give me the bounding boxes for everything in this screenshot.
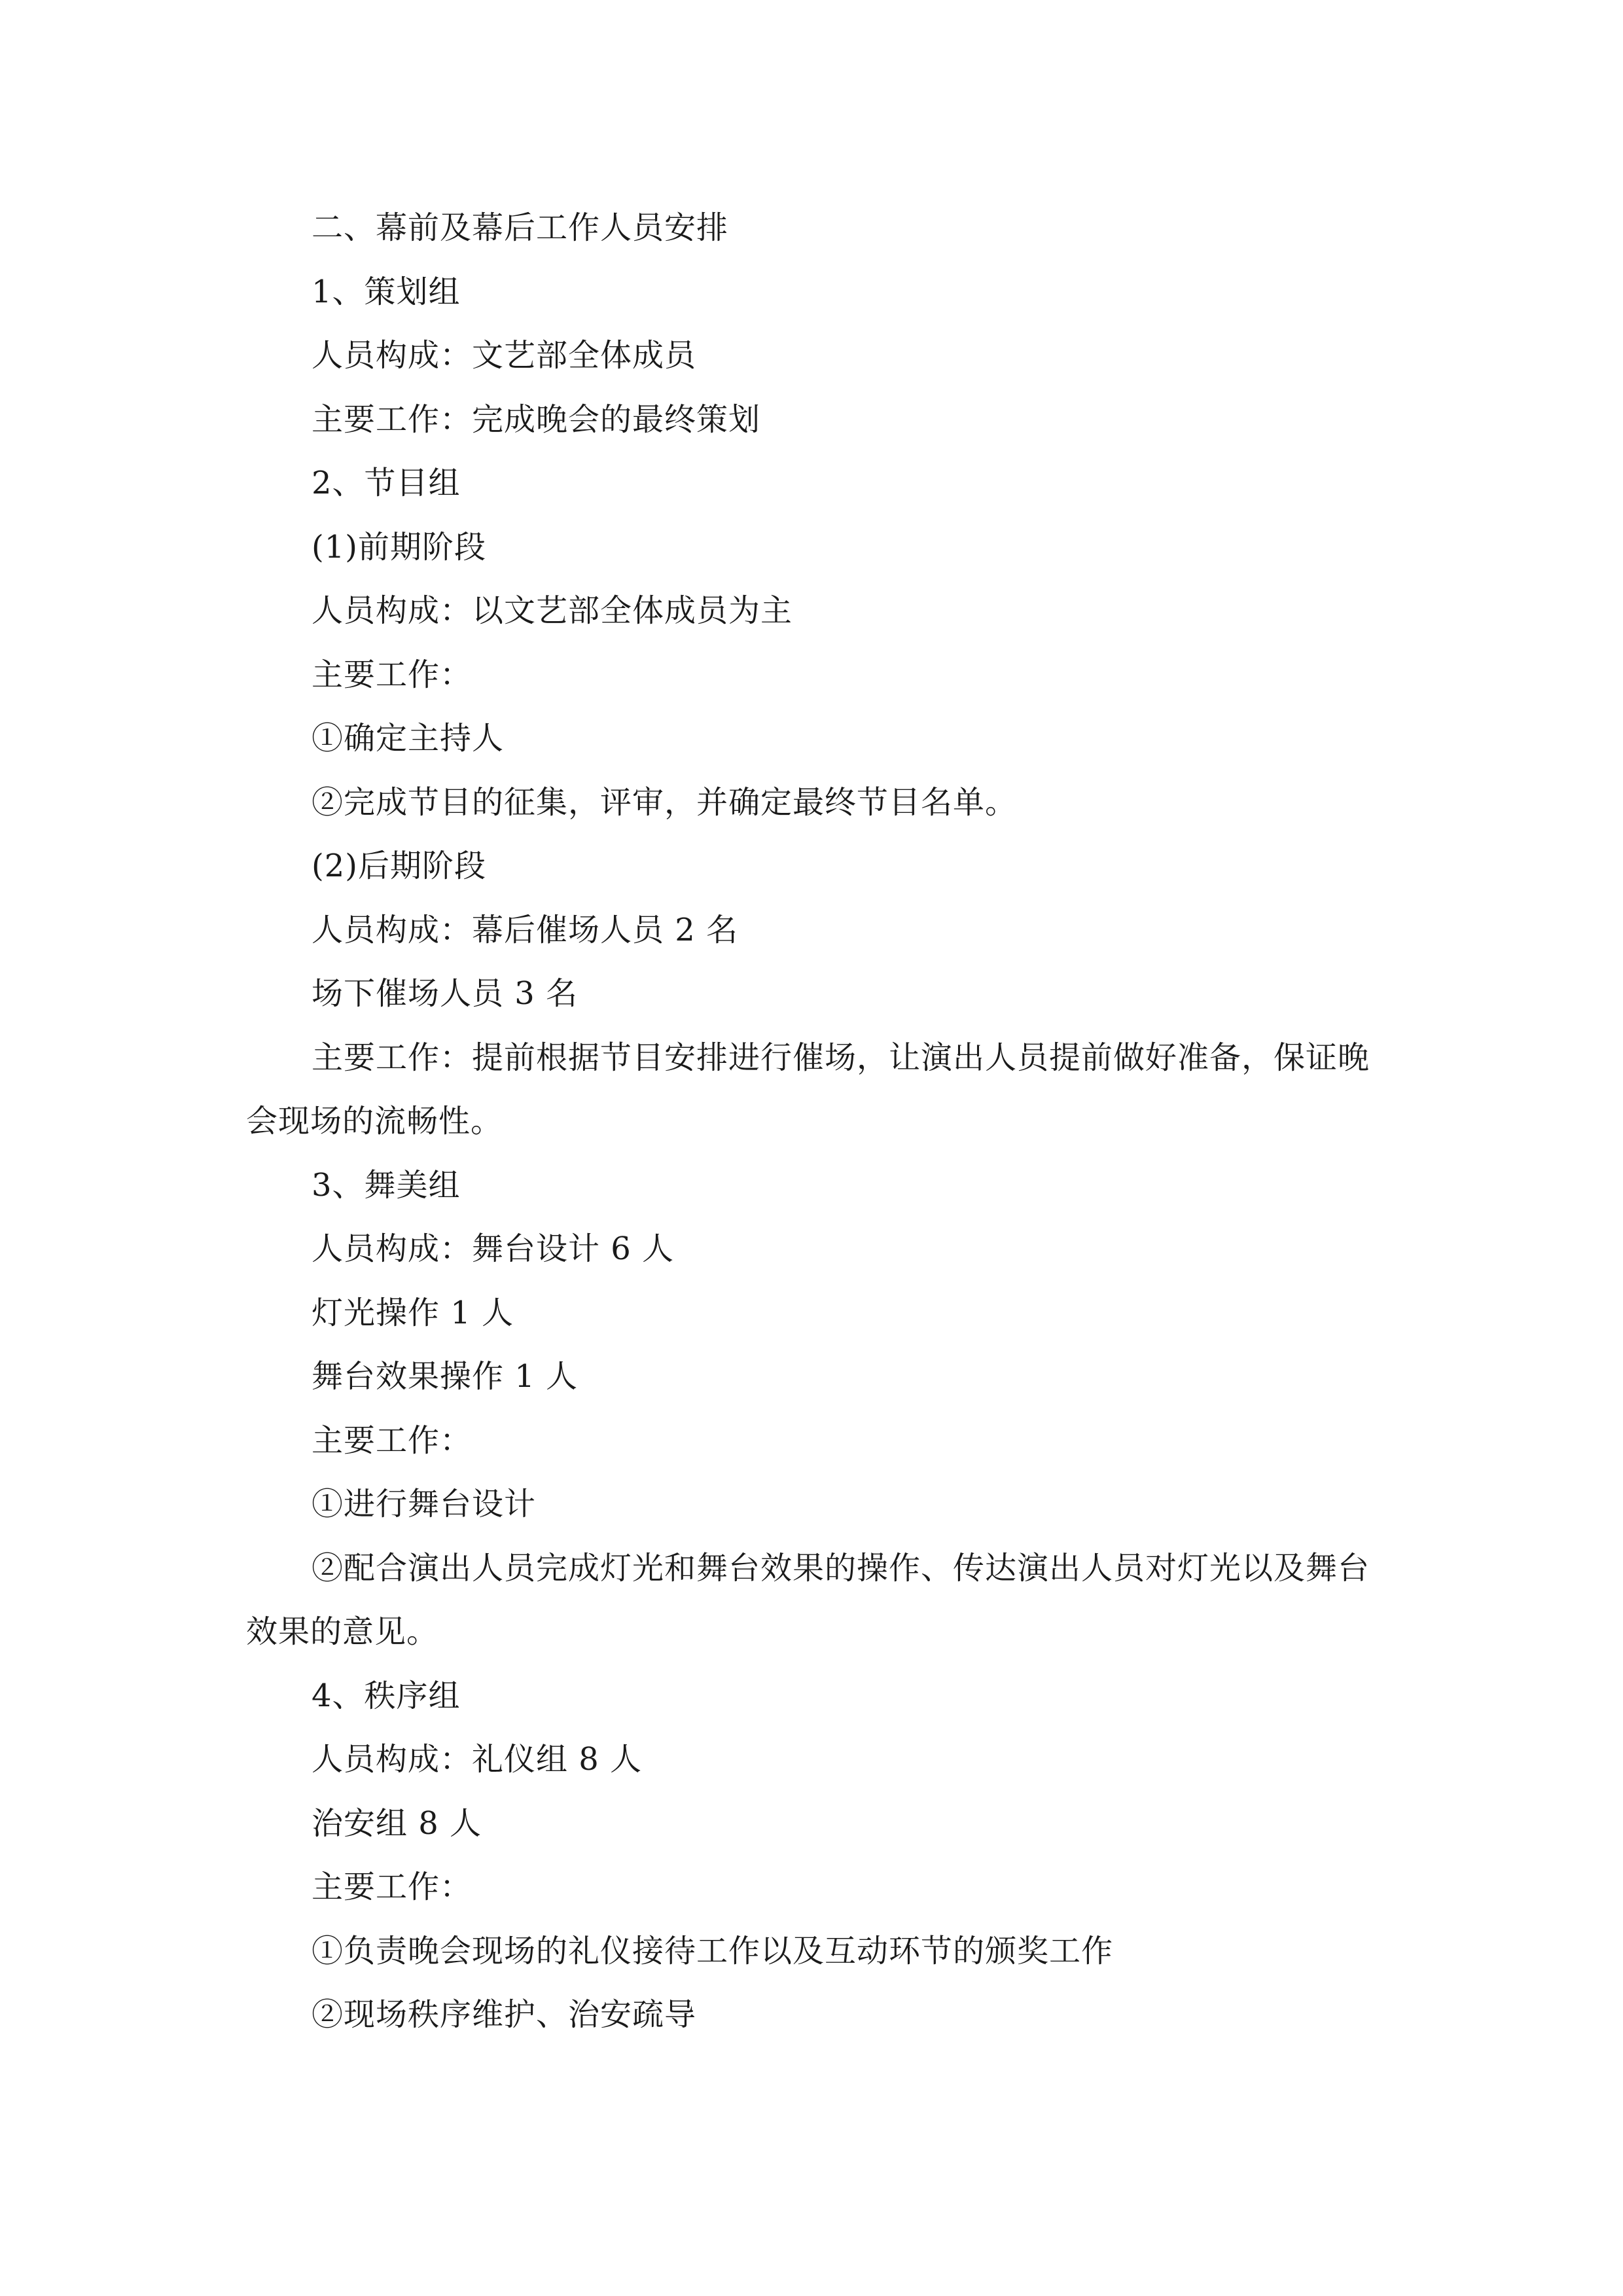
program-phase2-work: 主要工作：提前根据节目安排进行催场，让演出人员提前做好准备，保证晚会现场的流畅性。 [246,1039,1370,1139]
order-group-item2: ②现场秩序维护、治安疏导 [312,1996,697,2033]
program-phase1-members: 人员构成：以文艺部全体成员为主 [312,592,793,629]
stage-group-work-label: 主要工作： [312,1422,473,1459]
planning-group-work: 主要工作：完成晚会的最终策划 [312,401,761,438]
program-phase2-title: (2)后期阶段 [312,848,486,884]
stage-group-title: 3、舞美组 [312,1166,461,1204]
program-phase1-item2: ②完成节目的征集，评审，并确定最终节目名单。 [312,783,1018,821]
program-phase2-members2: 场下催场人员 3 名 [312,975,579,1012]
section-heading: 二、幕前及幕后工作人员安排 [312,209,729,246]
stage-group-members: 人员构成：舞台设计 6 人 [312,1230,675,1267]
order-group-item1: ①负责晚会现场的礼仪接待工作以及互动环节的颁奖工作 [312,1932,1114,1969]
order-group-title: 4、秩序组 [312,1677,461,1714]
program-phase1-title: (1)前期阶段 [312,528,486,565]
program-group-title: 2、节目组 [312,465,461,501]
stage-group-members2: 灯光操作 1 人 [312,1294,514,1331]
program-phase2-members: 人员构成：幕后催场人员 2 名 [312,911,739,948]
document-body [246,196,1378,2047]
program-phase1-work-label: 主要工作： [312,656,473,693]
stage-group-item2: ②配合演出人员完成灯光和舞台效果的操作、传达演出人员对灯光以及舞台效果的意见。 [246,1549,1370,1650]
stage-group-item1: ①进行舞台设计 [312,1486,537,1522]
program-phase1-item1: ①确定主持人 [312,720,505,757]
order-group-members2: 治安组 8 人 [312,1804,482,1842]
order-group-members: 人员构成：礼仪组 8 人 [312,1741,643,1778]
planning-group-members: 人员构成：文艺部全体成员 [312,337,697,374]
stage-group-members3: 舞台效果操作 1 人 [312,1358,579,1395]
planning-group-title: 1、策划组 [312,273,461,310]
order-group-work-label: 主要工作： [312,1869,473,1905]
